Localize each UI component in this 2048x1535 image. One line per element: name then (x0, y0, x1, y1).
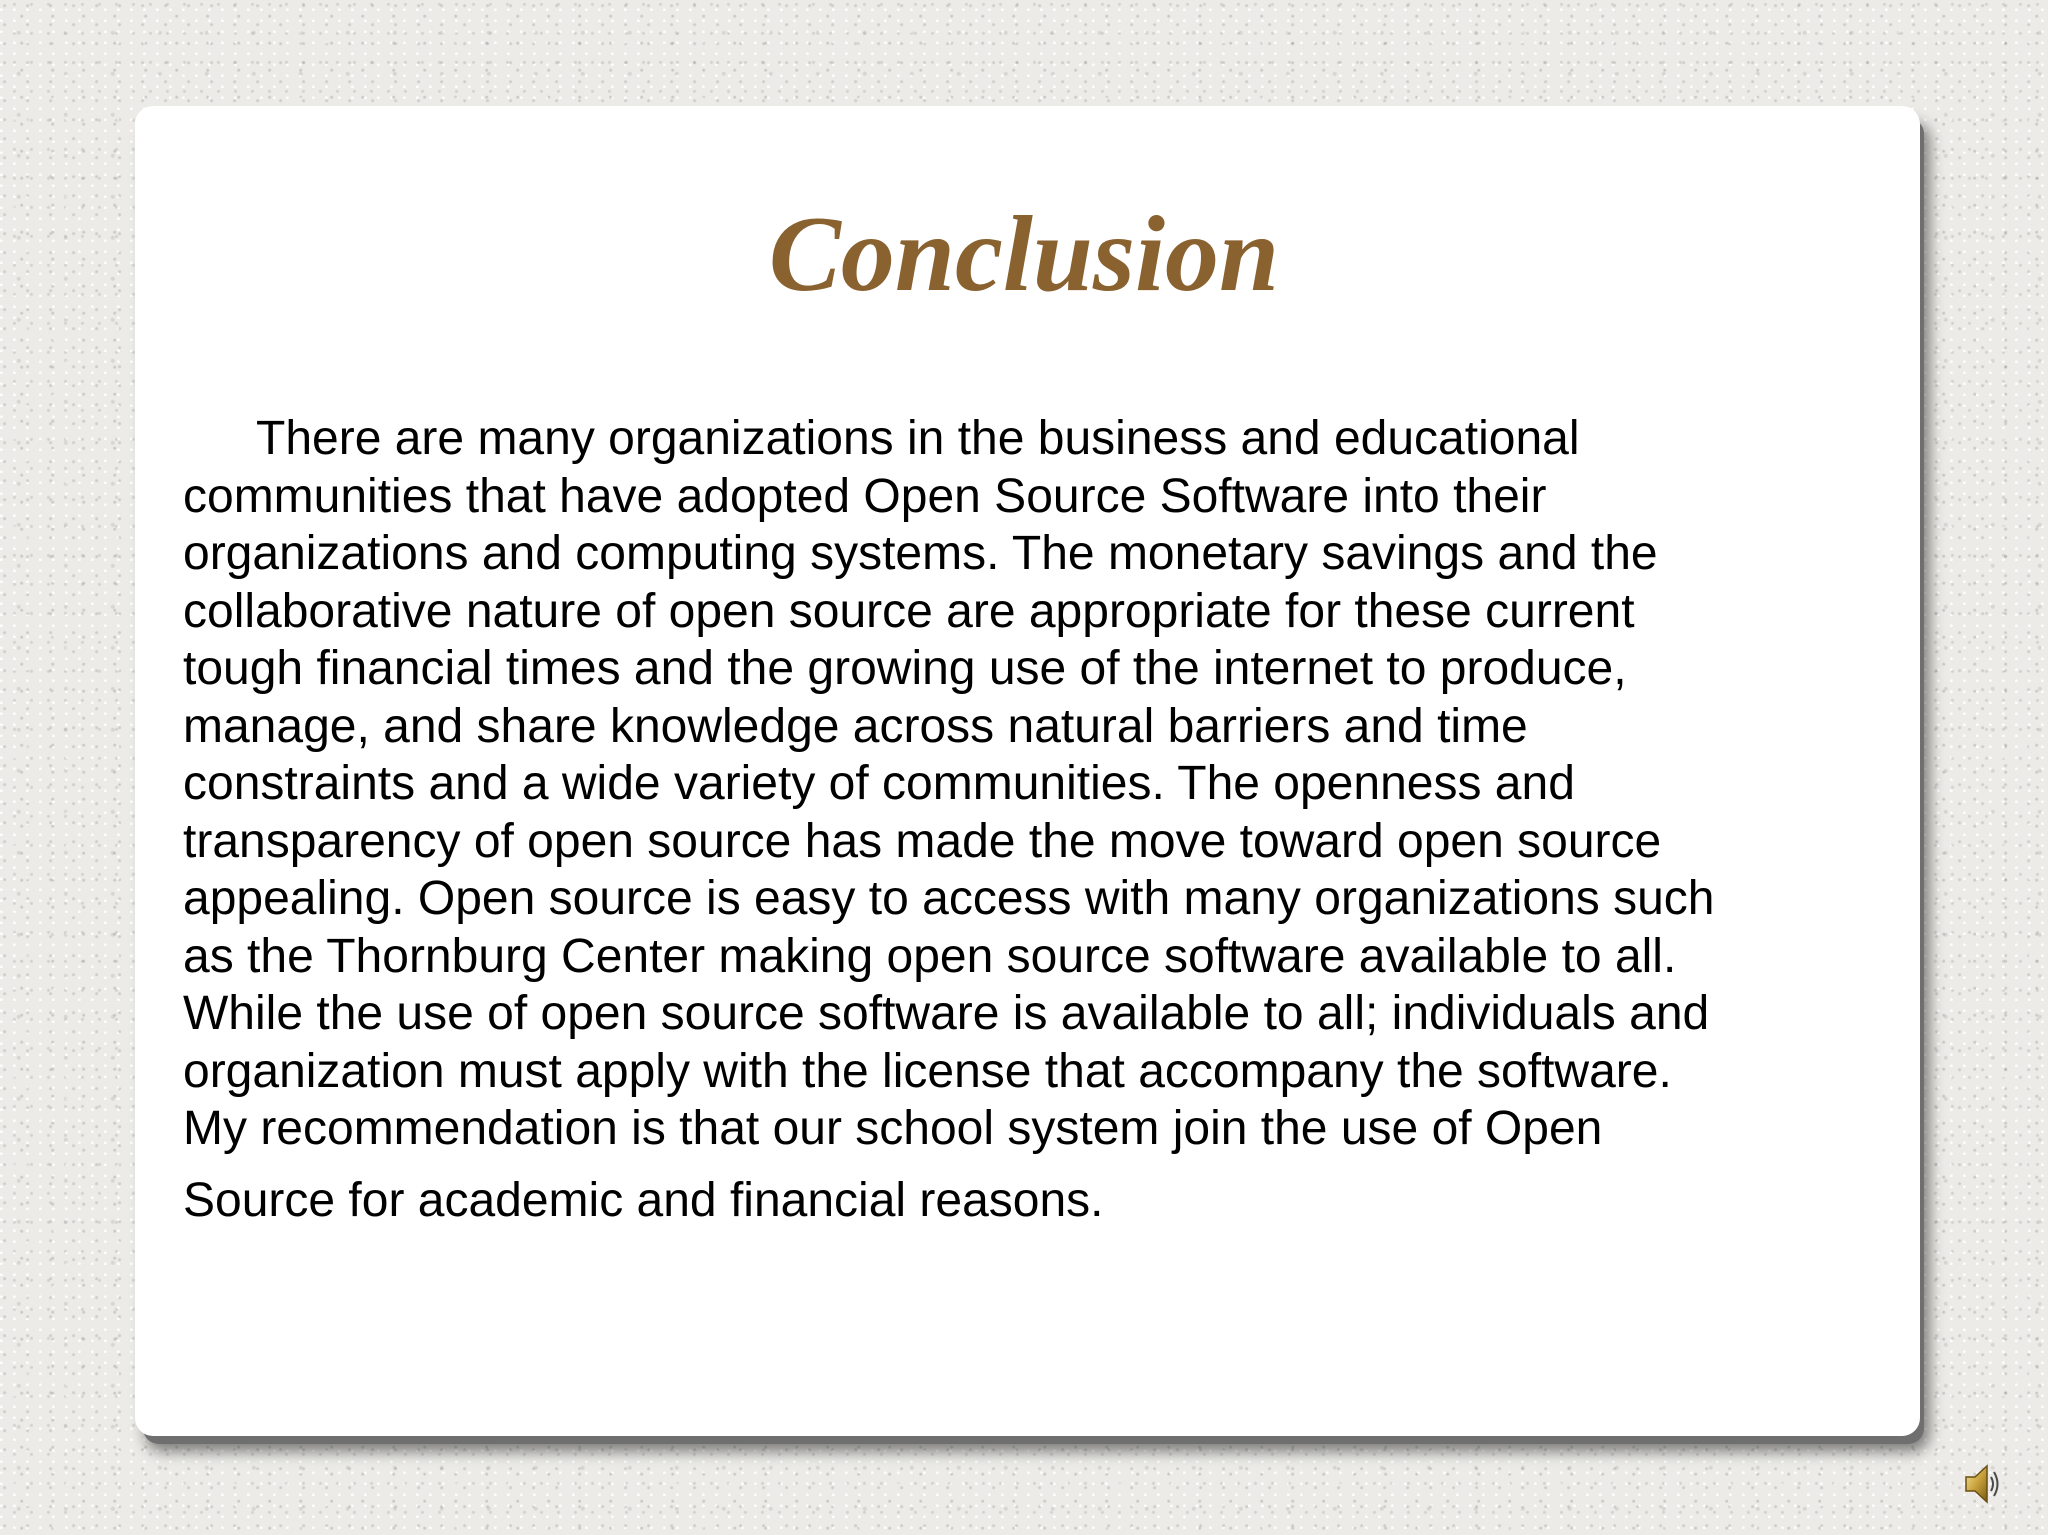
paragraph-line: communities that have adopted Open Source Software into their (183, 469, 1547, 523)
paragraph-line: as the Thornburg Center making open source software available to all. (183, 929, 1677, 983)
paragraph-line: appealing. Open source is easy to access with many organizations such (183, 872, 1715, 925)
paragraph-line: There are many organizations in the business and educational (256, 412, 1580, 465)
paragraph-line: transparency of open source has made the move toward open source (183, 814, 1662, 868)
paragraph-line: manage, and share knowledge across natural barriers and time (183, 699, 1528, 753)
paragraph-line: constraints and a wide variety of communities. The openness and (183, 757, 1575, 810)
paragraph-line: organization must apply with the license that accompany the software. (183, 1044, 1672, 1098)
conclusion-paragraph (183, 410, 1863, 1229)
paragraph-line: Source for academic and financial reasons. (183, 1173, 1104, 1227)
slide-title: Conclusion (768, 195, 1280, 314)
paragraph-line: tough financial times and the growing use of the internet to produce, (183, 642, 1627, 695)
paragraph-line: organizations and computing systems. The monetary savings and the (183, 527, 1658, 580)
paragraph-line: While the use of open source software is available to all; individuals and (183, 987, 1710, 1040)
paragraph-line: My recommendation is that our school system join the use of Open (183, 1102, 1603, 1155)
paragraph-line: collaborative nature of open source are appropriate for these current (183, 584, 1635, 638)
speaker-icon[interactable] (1963, 1460, 2003, 1508)
